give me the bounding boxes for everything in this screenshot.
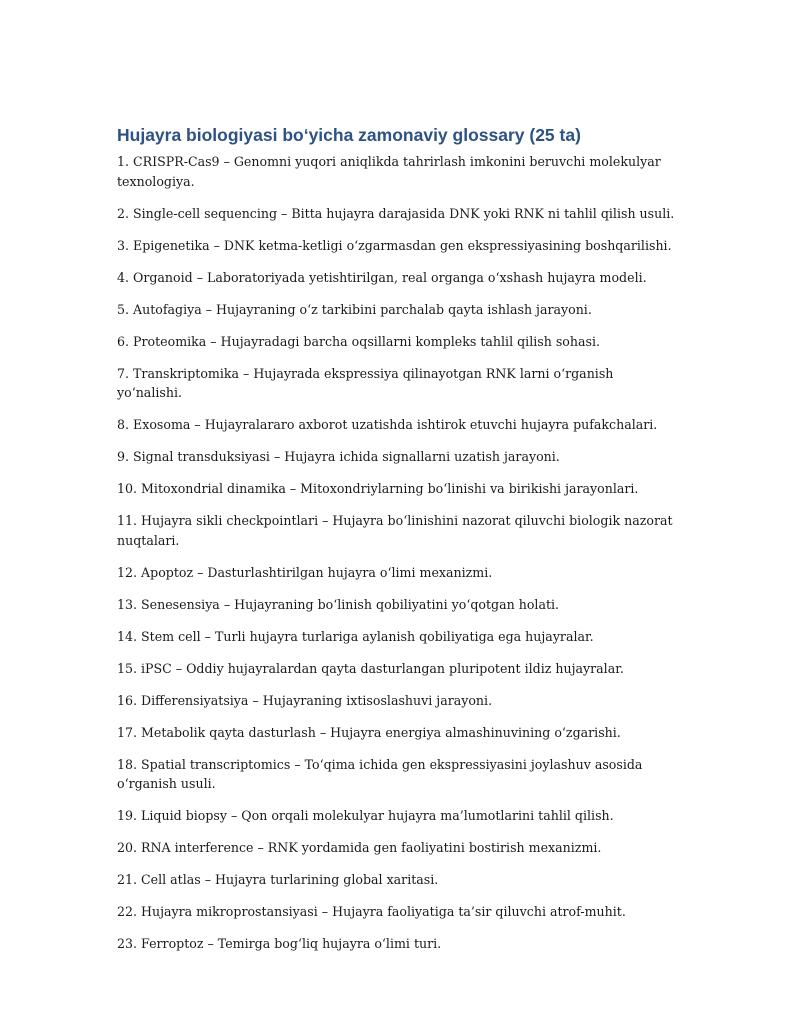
glossary-entry: 15. iPSC – Oddiy hujayralardan qayta dasturlangan pluripotent ildiz hujayralar. xyxy=(117,660,624,676)
glossary-entry: 6. Proteomika – Hujayradagi barcha oqsillarni kompleks tahlil qilish sohasi. xyxy=(117,333,600,349)
document-page xyxy=(117,122,677,966)
glossary-entry: 4. Organoid – Laboratoriyada yetishtirilgan, real organga o‘xshash hujayra modeli. xyxy=(117,269,647,285)
glossary-entry: 1. CRISPR-Cas9 – Genomni yuqori aniqlikda tahrirlash imkonini beruvchi molekulyar texnologiya. xyxy=(117,154,661,189)
glossary-entry: 13. Senesensiya – Hujayraning bo‘linish qobiliyatini yo‘qotgan holati. xyxy=(117,596,560,612)
glossary-entry: 19. Liquid biopsy – Qon orqali molekulyar hujayra ma’lumotlarini tahlil qilish. xyxy=(117,808,614,823)
glossary-entry: 18. Spatial transcriptomics – To‘qima ichida gen ekspressiyasini joylashuv asosida o‘rganish usuli. xyxy=(117,756,643,791)
glossary-entry: 23. Ferroptoz – Temirga bog‘liq hujayra o‘limi turi. xyxy=(117,936,442,951)
glossary-entry: 11. Hujayra sikli checkpointlari – Hujayra bo‘linishini nazorat qiluvchi biologik nazorat nuqtalari. xyxy=(117,513,673,548)
glossary-list xyxy=(117,152,677,954)
glossary-entry: 14. Stem cell – Turli hujayra turlariga aylanish qobiliyatiga ega hujayralar. xyxy=(117,628,594,644)
glossary-entry: 21. Cell atlas – Hujayra turlarining global xaritasi. xyxy=(117,872,439,887)
glossary-entry: 17. Metabolik qayta dasturlash – Hujayra energiya almashinuvining o‘zgarishi. xyxy=(117,724,621,740)
glossary-entry: 12. Apoptoz – Dasturlashtirilgan hujayra o‘limi mexanizmi. xyxy=(117,564,493,580)
document-title: Hujayra biologiyasi bo‘yicha zamonaviy glossary (25 ta) xyxy=(117,125,581,145)
glossary-entry: 9. Signal transduksiyasi – Hujayra ichida signallarni uzatish jarayoni. xyxy=(117,449,560,464)
glossary-entry: 8. Exosoma – Hujayralararo axborot uzatishda ishtirok etuvchi hujayra pufakchalari. xyxy=(117,417,658,432)
glossary-entry: 7. Transkriptomika – Hujayrada ekspressiya qilinayotgan RNK larni o‘rganish yo‘nalishi. xyxy=(117,365,614,400)
glossary-entry: 22. Hujayra mikroprostansiyasi – Hujayra faoliyatiga ta’sir qiluvchi atrof-muhit. xyxy=(117,904,626,919)
glossary-entry: 2. Single-cell sequencing – Bitta hujayra darajasida DNK yoki RNK ni tahlil qilish usuli. xyxy=(117,205,675,221)
glossary-entry: 5. Autofagiya – Hujayraning o‘z tarkibini parchalab qayta ishlash jarayoni. xyxy=(117,301,592,317)
glossary-entry: 16. Differensiyatsiya – Hujayraning ixtisoslashuvi jarayoni. xyxy=(117,692,493,708)
glossary-entry: 10. Mitoxondrial dinamika – Mitoxondriylarning bo‘linishi va birikishi jarayonlari. xyxy=(117,481,639,496)
glossary-entry: 3. Epigenetika – DNK ketma-ketligi o‘zgarmasdan gen ekspressiyasining boshqarilishi. xyxy=(117,237,672,253)
glossary-entry: 20. RNA interference – RNK yordamida gen faoliyatini bostirish mexanizmi. xyxy=(117,840,602,855)
